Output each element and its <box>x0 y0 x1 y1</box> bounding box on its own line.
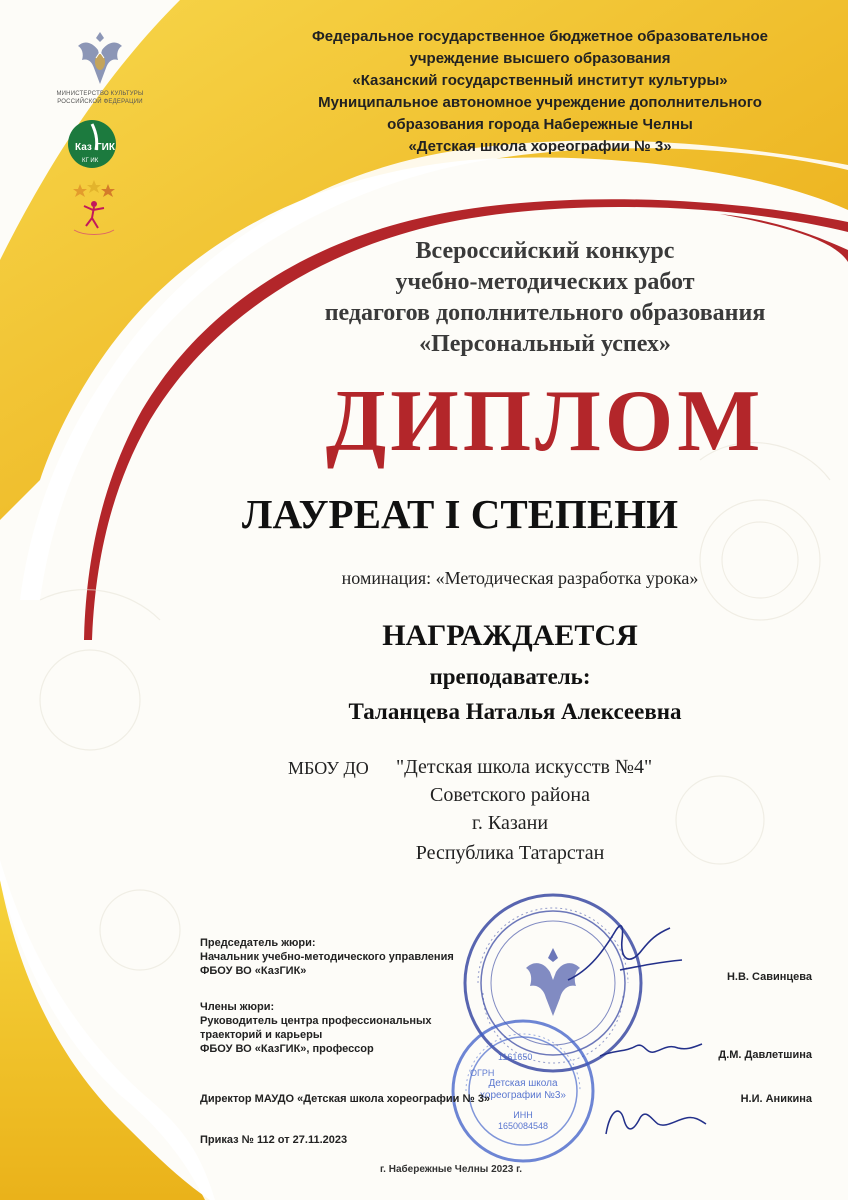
contest-title <box>250 236 840 360</box>
nomination: номинация: «Методическая разработка урока» <box>341 568 699 588</box>
ministry-caption-2: РОССИЙСКОЙ ФЕДЕРАЦИИ <box>57 99 143 105</box>
director-signature <box>600 1090 710 1150</box>
header-line-5: образования города Набережные Челны <box>387 116 693 133</box>
chair-role-1: Начальник учебно-методического управления <box>200 951 454 963</box>
stamp-ogrn-label: ОГРН <box>470 1068 495 1078</box>
ministry-logo <box>40 28 160 106</box>
school-round-stamp <box>448 1016 598 1166</box>
order-number: Приказ № 112 от 27.11.2023 <box>200 1134 348 1146</box>
kazgik-text-1: Каз <box>75 142 92 153</box>
contest-line-4: «Персональный успех» <box>419 331 671 357</box>
contest-line-2: учебно-методических работ <box>395 269 695 295</box>
stamp-line-2: хореографии №3» <box>480 1090 566 1101</box>
chair-role-2: ФБОУ ВО «КазГИК» <box>200 965 307 977</box>
eagle-emblem-icon <box>70 28 130 90</box>
header-line-6: «Детская школа хореографии № 3» <box>408 138 672 155</box>
org-district: Советского района <box>430 784 590 806</box>
kazgik-logo <box>66 118 118 170</box>
header-line-1: Федеральное государственное бюджетное образовательное <box>312 28 768 45</box>
kazgik-text-3: КГ ИК <box>82 158 99 164</box>
members-title: Члены жюри: <box>200 1001 275 1013</box>
member-role-3: ФБОУ ВО «КазГИК», профессор <box>200 1043 374 1055</box>
contest-line-1: Всероссийский конкурс <box>415 238 675 264</box>
header-line-3: «Казанский государственный институт культуры» <box>352 72 728 89</box>
recipient-role: преподаватель: <box>429 664 591 689</box>
awarded-label: НАГРАЖДАЕТСЯ <box>382 619 638 652</box>
stamp-ogrn-value: 1161650 <box>498 1052 533 1062</box>
chair-title: Председатель жюри: <box>200 937 316 949</box>
member-name: Д.М. Давлетшина <box>718 1049 812 1061</box>
member-signature <box>596 1030 706 1070</box>
recipient-name: Таланцева Наталья Алексеевна <box>348 699 682 724</box>
member-role-2: траекторий и карьеры <box>200 1029 323 1041</box>
header-line-2: учреждение высшего образования <box>409 50 671 67</box>
org-name: "Детская школа искусств №4" <box>396 756 653 778</box>
institution-header <box>250 26 830 158</box>
stamp-line-1: Детская школа <box>488 1078 558 1089</box>
stamp-inn-value: 1650084548 <box>497 1121 549 1131</box>
footer-city: г. Набережные Челны 2023 г. <box>380 1164 523 1175</box>
chair-signature <box>560 910 690 1000</box>
member-role-1: Руководитель центра профессиональных <box>200 1015 432 1027</box>
org-republic: Республика Татарстан <box>415 842 605 864</box>
org-city: г. Казани <box>471 812 549 834</box>
dancer-stars-icon <box>66 178 122 238</box>
director-role: Директор МАУДО «Детская школа хореографии № 3» <box>200 1093 491 1105</box>
laureate-title: ЛАУРЕАТ I СТЕПЕНИ <box>241 491 679 537</box>
contest-line-3: педагогов дополнительного образования <box>324 300 766 326</box>
chair-name: Н.В. Савинцева <box>726 971 812 983</box>
kazgik-text-2: ГИК <box>96 142 115 153</box>
diploma-title: ДИПЛОМ <box>325 373 765 470</box>
header-line-4: Муниципальное автономное учреждение дополнительного <box>318 94 762 111</box>
dance-school-logo <box>66 178 122 238</box>
stamp-inn-label: ИНН <box>513 1110 533 1120</box>
org-prefix: МБОУ ДО <box>288 758 369 778</box>
kazgik-emblem-icon <box>66 118 118 170</box>
ministry-caption-1: МИНИСТЕРСТВО КУЛЬТУРЫ <box>56 91 144 97</box>
director-name: Н.И. Аникина <box>740 1093 812 1105</box>
